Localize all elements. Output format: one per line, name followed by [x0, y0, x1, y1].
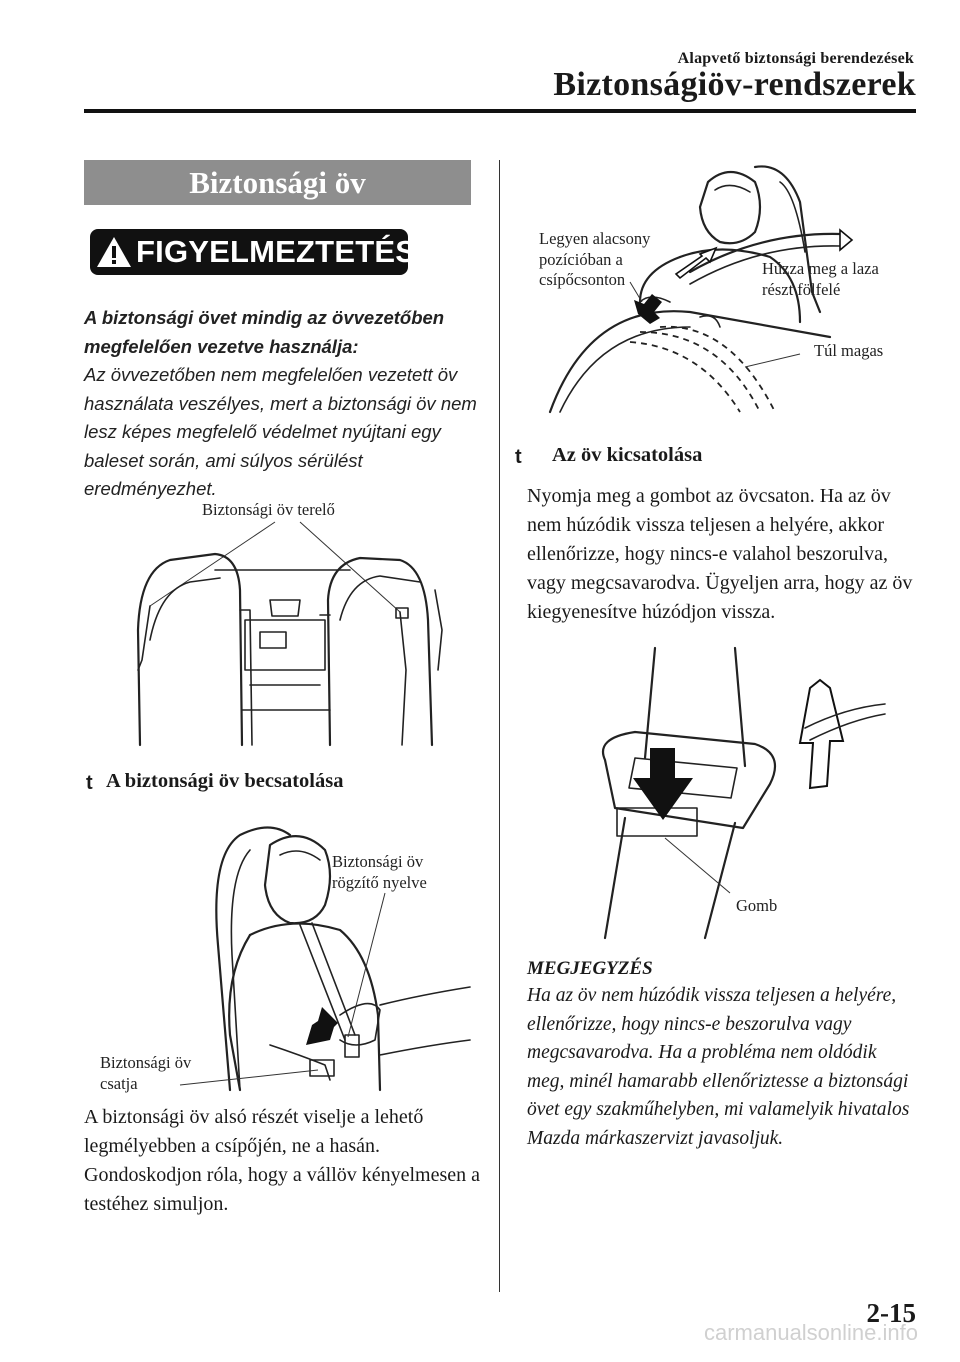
- page-title: Biztonságiöv-rendszerek: [553, 66, 916, 103]
- seats-illustration: [120, 520, 450, 745]
- label-buckle-1: Biztonsági öv: [100, 1053, 192, 1072]
- header-rule: [84, 109, 916, 113]
- page-number: 2-15: [866, 1298, 916, 1328]
- label-low-1: Legyen alacsony: [539, 229, 651, 248]
- note-text: Ha az öv nem húzódik vissza teljesen a helyére, ellenőrizze, hogy nincs-e beszorulva vagy megcsavarodva. Ha a probléma nem oldódik meg, minél hamarabb ellenőriztesse a biztonsági övet egy szakműhelyben, mi valamelyik hivatalos Mazda márkaszervizt javasoljuk.: [527, 985, 910, 1149]
- label-tongue-1: Biztonsági öv: [332, 852, 424, 871]
- warning-bold-text: A biztonsági övet mindig az övvezetőben megfelelően vezetve használja:: [84, 307, 445, 357]
- label-low-3: csípőcsonton: [539, 270, 626, 289]
- warning-text: Az övvezetőben nem megfelelően vezetett öv használata veszélyes, mert a biztonsági öv nem lesz képes megfelelő védelmet nyújtani egy baleset során, ami súlyos sérülést eredményezhet.: [84, 364, 477, 499]
- unfasten-paragraph: Nyomja meg a gombot az övcsaton. Ha az öv nem húzódik vissza teljesen a helyére, akkor ellenőrizze, hogy nincs-e valahol beszorulva, vagy megcsavarodva. Ügyeljen arra, hogy az öv kiegyenesítve húzódjon vissza.: [527, 485, 913, 623]
- label-pull-1: Húzza meg a laza: [762, 259, 879, 278]
- fig1-label: Biztonsági öv terelő: [202, 500, 335, 519]
- fasten-paragraph: A biztonsági öv alsó részét viselje a lehető legmélyebben a csípőjén, ne a hasán. Gondoskodjon róla, hogy a vállöv kényelmesen a testéhez simuljon.: [84, 1106, 481, 1215]
- unfasten-heading: Az öv kicsatolása: [552, 444, 703, 466]
- lap-belt-illustration: [530, 162, 910, 417]
- label-too-high: Túl magas: [814, 341, 884, 360]
- label-tongue-2: rögzítő nyelve: [332, 873, 427, 892]
- bullet-fasten: t: [86, 772, 93, 794]
- label-button: Gomb: [736, 896, 778, 915]
- watermark: carmanualsonline.info: [703, 1320, 918, 1345]
- label-pull-2: részt fölfelé: [762, 280, 841, 299]
- bullet-unfasten: t: [515, 446, 522, 468]
- warning-label: FIGYELMEZTETÉS: [136, 234, 417, 269]
- column-divider: [499, 160, 500, 1292]
- fasten-heading: A biztonsági öv becsatolása: [106, 770, 344, 792]
- warning-body: [84, 304, 484, 504]
- label-buckle-2: csatja: [100, 1074, 138, 1093]
- note-title: MEGJEGYZÉS: [527, 958, 653, 979]
- chapter-title: Alapvető biztonsági berendezések: [677, 50, 914, 67]
- buckle-illustration: [555, 648, 885, 938]
- label-low-2: pozícióban a: [539, 250, 623, 269]
- warning-triangle-icon: [96, 236, 132, 268]
- section-title: Biztonsági öv: [84, 160, 471, 205]
